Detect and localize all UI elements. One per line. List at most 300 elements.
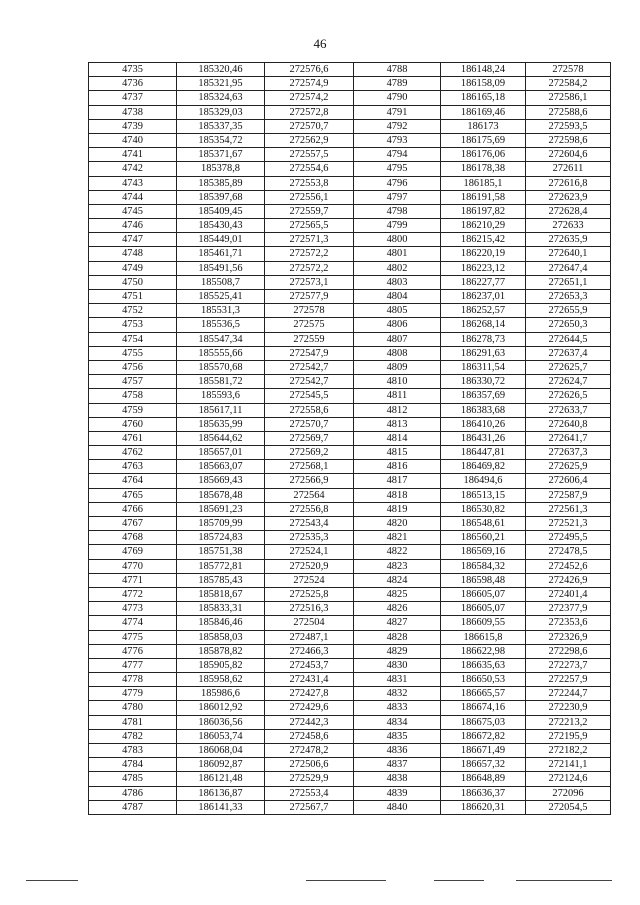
table-cell: 4828	[354, 630, 441, 644]
table-cell: 4833	[354, 701, 441, 715]
table-cell: 272565,5	[265, 219, 354, 233]
table-cell: 185751,38	[177, 545, 265, 559]
table-cell: 4799	[354, 219, 441, 233]
table-cell: 272559,7	[265, 204, 354, 218]
table-cell: 4752	[89, 304, 177, 318]
table-cell: 272633,7	[526, 403, 611, 417]
table-cell: 185818,67	[177, 587, 265, 601]
table-row	[89, 204, 611, 218]
table-cell: 4790	[354, 91, 441, 105]
table-cell: 272572,2	[265, 247, 354, 261]
table-cell: 186012,92	[177, 701, 265, 715]
table-cell: 185430,43	[177, 219, 265, 233]
table-cell: 185669,43	[177, 474, 265, 488]
table-cell: 272651,1	[526, 275, 611, 289]
table-cell: 186383,68	[441, 403, 526, 417]
table-cell: 272604,6	[526, 148, 611, 162]
table-row	[89, 119, 611, 133]
table-row	[89, 587, 611, 601]
table-cell: 186191,58	[441, 190, 526, 204]
table-cell: 185321,95	[177, 77, 265, 91]
table-cell: 185461,71	[177, 247, 265, 261]
table-cell: 272141,1	[526, 758, 611, 772]
table-cell: 272578	[265, 304, 354, 318]
table-cell: 186121,48	[177, 772, 265, 786]
table-cell: 272557,5	[265, 148, 354, 162]
table-cell: 4750	[89, 275, 177, 289]
table-row	[89, 261, 611, 275]
table-cell: 186672,82	[441, 729, 526, 743]
table-row	[89, 176, 611, 190]
table-cell: 185536,5	[177, 318, 265, 332]
table-row	[89, 91, 611, 105]
table-cell: 272564	[265, 488, 354, 502]
table-cell: 272655,9	[526, 304, 611, 318]
table-cell: 186178,38	[441, 162, 526, 176]
table-cell: 272578	[526, 63, 611, 77]
table-cell: 186620,31	[441, 800, 526, 814]
table-cell: 4818	[354, 488, 441, 502]
table-cell: 4748	[89, 247, 177, 261]
table-cell: 272644,5	[526, 332, 611, 346]
table-cell: 4735	[89, 63, 177, 77]
table-cell: 186136,87	[177, 786, 265, 800]
table-cell: 272653,3	[526, 290, 611, 304]
table-row	[89, 602, 611, 616]
table-cell: 272556,1	[265, 190, 354, 204]
table-cell: 272611	[526, 162, 611, 176]
table-cell: 186068,04	[177, 744, 265, 758]
table-cell: 272495,5	[526, 531, 611, 545]
table-cell: 272521,3	[526, 517, 611, 531]
table-cell: 4779	[89, 687, 177, 701]
table-row	[89, 77, 611, 91]
table-cell: 272562,9	[265, 133, 354, 147]
table-cell: 272625,9	[526, 460, 611, 474]
table-cell: 4801	[354, 247, 441, 261]
table-cell: 4797	[354, 190, 441, 204]
table-row	[89, 360, 611, 374]
table-row	[89, 247, 611, 261]
table-row	[89, 133, 611, 147]
table-cell: 185555,66	[177, 346, 265, 360]
table-cell: 4789	[354, 77, 441, 91]
table-cell: 4798	[354, 204, 441, 218]
table-cell: 272401,4	[526, 587, 611, 601]
table-cell: 4834	[354, 715, 441, 729]
table-cell: 4793	[354, 133, 441, 147]
table-cell: 186357,69	[441, 389, 526, 403]
table-cell: 272584,2	[526, 77, 611, 91]
table-cell: 272054,5	[526, 800, 611, 814]
table-cell: 186674,16	[441, 701, 526, 715]
table-cell: 272568,1	[265, 460, 354, 474]
table-cell: 185678,48	[177, 488, 265, 502]
table-cell: 185337,35	[177, 119, 265, 133]
table-cell: 4736	[89, 77, 177, 91]
table-cell: 4770	[89, 559, 177, 573]
table-row	[89, 389, 611, 403]
table-cell: 272487,1	[265, 630, 354, 644]
table-row	[89, 687, 611, 701]
table-cell: 272567,7	[265, 800, 354, 814]
table-cell: 272377,9	[526, 602, 611, 616]
table-cell: 185324,63	[177, 91, 265, 105]
table-cell: 186584,32	[441, 559, 526, 573]
table-cell: 272504	[265, 616, 354, 630]
table-cell: 272195,9	[526, 729, 611, 743]
table-cell: 4792	[354, 119, 441, 133]
table-cell: 4810	[354, 375, 441, 389]
table-cell: 4816	[354, 460, 441, 474]
table-cell: 186215,42	[441, 233, 526, 247]
table-row	[89, 460, 611, 474]
table-cell: 4763	[89, 460, 177, 474]
table-cell: 4819	[354, 502, 441, 516]
table-cell: 186605,07	[441, 602, 526, 616]
footer-rule	[516, 880, 612, 881]
table-row	[89, 190, 611, 204]
table-cell: 272124,6	[526, 772, 611, 786]
table-row	[89, 729, 611, 743]
table-cell: 186530,82	[441, 502, 526, 516]
table-cell: 186291,63	[441, 346, 526, 360]
table-cell: 4745	[89, 204, 177, 218]
table-row	[89, 346, 611, 360]
table-cell: 272647,4	[526, 261, 611, 275]
table-cell: 272628,4	[526, 204, 611, 218]
table-cell: 185320,46	[177, 63, 265, 77]
table-cell: 185508,7	[177, 275, 265, 289]
table-cell: 185833,31	[177, 602, 265, 616]
table-cell: 4813	[354, 417, 441, 431]
table-cell: 186636,37	[441, 786, 526, 800]
table-cell: 272506,6	[265, 758, 354, 772]
table-cell: 186560,21	[441, 531, 526, 545]
footer-rule	[306, 880, 386, 881]
table-cell: 4768	[89, 531, 177, 545]
table-cell: 186176,06	[441, 148, 526, 162]
table-cell: 186148,24	[441, 63, 526, 77]
table-cell: 185785,43	[177, 573, 265, 587]
table-cell: 272586,1	[526, 91, 611, 105]
table-cell: 186447,81	[441, 446, 526, 460]
table-cell: 185986,6	[177, 687, 265, 701]
table-cell: 186173	[441, 119, 526, 133]
table-cell: 4826	[354, 602, 441, 616]
table-cell: 272244,7	[526, 687, 611, 701]
table-row	[89, 219, 611, 233]
table-cell: 272553,8	[265, 176, 354, 190]
table-cell: 4794	[354, 148, 441, 162]
table-cell: 4837	[354, 758, 441, 772]
table-cell: 272230,9	[526, 701, 611, 715]
table-cell: 4822	[354, 545, 441, 559]
table-cell: 186675,03	[441, 715, 526, 729]
table-cell: 272520,9	[265, 559, 354, 573]
table-cell: 185905,82	[177, 658, 265, 672]
table-cell: 186648,89	[441, 772, 526, 786]
table-cell: 272545,5	[265, 389, 354, 403]
table-cell: 186158,09	[441, 77, 526, 91]
table-row	[89, 446, 611, 460]
footer-rule	[26, 880, 78, 881]
table-cell: 4820	[354, 517, 441, 531]
table-row	[89, 502, 611, 516]
table-cell: 185354,72	[177, 133, 265, 147]
table-cell: 185644,62	[177, 431, 265, 445]
table-cell: 186053,74	[177, 729, 265, 743]
table-cell: 4737	[89, 91, 177, 105]
table-cell: 186410,26	[441, 417, 526, 431]
table-cell: 4830	[354, 658, 441, 672]
table-cell: 186622,98	[441, 644, 526, 658]
table-cell: 4751	[89, 290, 177, 304]
table-cell: 4804	[354, 290, 441, 304]
table-cell: 272574,9	[265, 77, 354, 91]
table-cell: 4821	[354, 531, 441, 545]
table-cell: 186278,73	[441, 332, 526, 346]
table-cell: 4758	[89, 389, 177, 403]
table-cell: 4764	[89, 474, 177, 488]
table-cell: 4785	[89, 772, 177, 786]
table-cell: 4762	[89, 446, 177, 460]
table-cell: 272096	[526, 786, 611, 800]
table-row	[89, 417, 611, 431]
table-cell: 4755	[89, 346, 177, 360]
table-cell: 272429,6	[265, 701, 354, 715]
table-cell: 4806	[354, 318, 441, 332]
table-row	[89, 233, 611, 247]
table-cell: 185378,8	[177, 162, 265, 176]
table-cell: 185581,72	[177, 375, 265, 389]
table-cell: 4809	[354, 360, 441, 374]
table-cell: 185878,82	[177, 644, 265, 658]
table-cell: 4835	[354, 729, 441, 743]
table-cell: 272633	[526, 219, 611, 233]
table-cell: 4775	[89, 630, 177, 644]
table-row	[89, 701, 611, 715]
table-row	[89, 673, 611, 687]
table-cell: 4765	[89, 488, 177, 502]
table-cell: 186569,16	[441, 545, 526, 559]
table-cell: 4817	[354, 474, 441, 488]
table-cell: 272452,6	[526, 559, 611, 573]
table-cell: 272553,4	[265, 786, 354, 800]
table-cell: 272257,9	[526, 673, 611, 687]
table-cell: 185329,03	[177, 105, 265, 119]
table-cell: 4811	[354, 389, 441, 403]
table-cell: 4769	[89, 545, 177, 559]
table-cell: 186635,63	[441, 658, 526, 672]
table-cell: 186197,82	[441, 204, 526, 218]
table-cell: 4839	[354, 786, 441, 800]
table-cell: 272598,6	[526, 133, 611, 147]
table-cell: 272426,9	[526, 573, 611, 587]
table-cell: 185531,3	[177, 304, 265, 318]
table-cell: 272431,4	[265, 673, 354, 687]
table-cell: 4825	[354, 587, 441, 601]
table-cell: 186665,57	[441, 687, 526, 701]
table-cell: 4774	[89, 616, 177, 630]
table-cell: 272326,9	[526, 630, 611, 644]
table-cell: 272573,1	[265, 275, 354, 289]
table-cell: 4753	[89, 318, 177, 332]
table-cell: 272273,7	[526, 658, 611, 672]
table-cell: 272616,8	[526, 176, 611, 190]
table-cell: 4786	[89, 786, 177, 800]
table-cell: 4840	[354, 800, 441, 814]
table-cell: 185958,62	[177, 673, 265, 687]
table-cell: 186237,01	[441, 290, 526, 304]
table-cell: 186494,6	[441, 474, 526, 488]
table-cell: 272640,8	[526, 417, 611, 431]
table-cell: 272453,7	[265, 658, 354, 672]
table-cell: 186671,49	[441, 744, 526, 758]
table-cell: 272623,9	[526, 190, 611, 204]
table-cell: 4784	[89, 758, 177, 772]
table-cell: 186431,26	[441, 431, 526, 445]
table-cell: 272478,5	[526, 545, 611, 559]
table-cell: 4832	[354, 687, 441, 701]
table-row	[89, 275, 611, 289]
table-cell: 186220,19	[441, 247, 526, 261]
table-cell: 186657,32	[441, 758, 526, 772]
table-cell: 272635,9	[526, 233, 611, 247]
table-cell: 185371,67	[177, 148, 265, 162]
table-cell: 4756	[89, 360, 177, 374]
table-cell: 4746	[89, 219, 177, 233]
table-cell: 185846,46	[177, 616, 265, 630]
table-cell: 272566,9	[265, 474, 354, 488]
table-cell: 186252,57	[441, 304, 526, 318]
table-cell: 4791	[354, 105, 441, 119]
table-row	[89, 658, 611, 672]
table-cell: 4776	[89, 644, 177, 658]
table-cell: 185547,34	[177, 332, 265, 346]
table-cell: 186615,8	[441, 630, 526, 644]
table-cell: 272625,7	[526, 360, 611, 374]
table-cell: 272570,7	[265, 119, 354, 133]
table-cell: 272213,2	[526, 715, 611, 729]
table-cell: 186227,77	[441, 275, 526, 289]
table-cell: 185663,07	[177, 460, 265, 474]
table-cell: 4741	[89, 148, 177, 162]
table-cell: 185617,11	[177, 403, 265, 417]
table-row	[89, 148, 611, 162]
table-cell: 272353,6	[526, 616, 611, 630]
table-cell: 186311,54	[441, 360, 526, 374]
table-cell: 4743	[89, 176, 177, 190]
table-cell: 186165,18	[441, 91, 526, 105]
table-cell: 4780	[89, 701, 177, 715]
table-row	[89, 105, 611, 119]
table-cell: 272561,3	[526, 502, 611, 516]
table-cell: 185709,99	[177, 517, 265, 531]
table-row	[89, 304, 611, 318]
table-cell: 4802	[354, 261, 441, 275]
table-row	[89, 403, 611, 417]
table-row	[89, 375, 611, 389]
table-cell: 186609,55	[441, 616, 526, 630]
table-cell: 186513,15	[441, 488, 526, 502]
table-cell: 272458,6	[265, 729, 354, 743]
table-cell: 272571,3	[265, 233, 354, 247]
table-row	[89, 318, 611, 332]
table-cell: 272637,4	[526, 346, 611, 360]
table-cell: 272542,7	[265, 360, 354, 374]
table-cell: 4836	[354, 744, 441, 758]
table-cell: 272641,7	[526, 431, 611, 445]
table-row	[89, 573, 611, 587]
table-cell: 4812	[354, 403, 441, 417]
table-cell: 185385,89	[177, 176, 265, 190]
table-cell: 4808	[354, 346, 441, 360]
footer-rule	[434, 880, 484, 881]
table-cell: 272478,2	[265, 744, 354, 758]
table-cell: 272569,2	[265, 446, 354, 460]
table-cell: 186169,46	[441, 105, 526, 119]
table-row	[89, 758, 611, 772]
table-cell: 272524,1	[265, 545, 354, 559]
table-cell: 272650,3	[526, 318, 611, 332]
table-cell: 272298,6	[526, 644, 611, 658]
table-cell: 186036,56	[177, 715, 265, 729]
table-cell: 185570,68	[177, 360, 265, 374]
table-cell: 186268,14	[441, 318, 526, 332]
table-cell: 4773	[89, 602, 177, 616]
table-cell: 272529,9	[265, 772, 354, 786]
table-row	[89, 545, 611, 559]
table-cell: 272182,2	[526, 744, 611, 758]
table-row	[89, 616, 611, 630]
table-cell: 272556,8	[265, 502, 354, 516]
table-cell: 4807	[354, 332, 441, 346]
table-cell: 4757	[89, 375, 177, 389]
table-cell: 272442,3	[265, 715, 354, 729]
table-row	[89, 488, 611, 502]
table-cell: 186141,33	[177, 800, 265, 814]
table-row	[89, 630, 611, 644]
table-cell: 4761	[89, 431, 177, 445]
table-cell: 4744	[89, 190, 177, 204]
table-row	[89, 786, 611, 800]
table-cell: 272558,6	[265, 403, 354, 417]
table-cell: 4759	[89, 403, 177, 417]
table-row	[89, 644, 611, 658]
table-row	[89, 559, 611, 573]
table-cell: 272572,2	[265, 261, 354, 275]
table-cell: 4754	[89, 332, 177, 346]
table-cell: 4767	[89, 517, 177, 531]
table-cell: 272575	[265, 318, 354, 332]
table-cell: 186175,69	[441, 133, 526, 147]
table-cell: 4824	[354, 573, 441, 587]
table-cell: 185593,6	[177, 389, 265, 403]
table-cell: 4829	[354, 644, 441, 658]
table-cell: 272640,1	[526, 247, 611, 261]
table-cell: 186223,12	[441, 261, 526, 275]
table-cell: 4783	[89, 744, 177, 758]
table-cell: 4800	[354, 233, 441, 247]
table-cell: 272542,7	[265, 375, 354, 389]
table-row	[89, 517, 611, 531]
table-cell: 4766	[89, 502, 177, 516]
page-number: 46	[313, 36, 327, 51]
table-cell: 4760	[89, 417, 177, 431]
table-cell: 186605,07	[441, 587, 526, 601]
coordinates-table	[88, 62, 611, 815]
